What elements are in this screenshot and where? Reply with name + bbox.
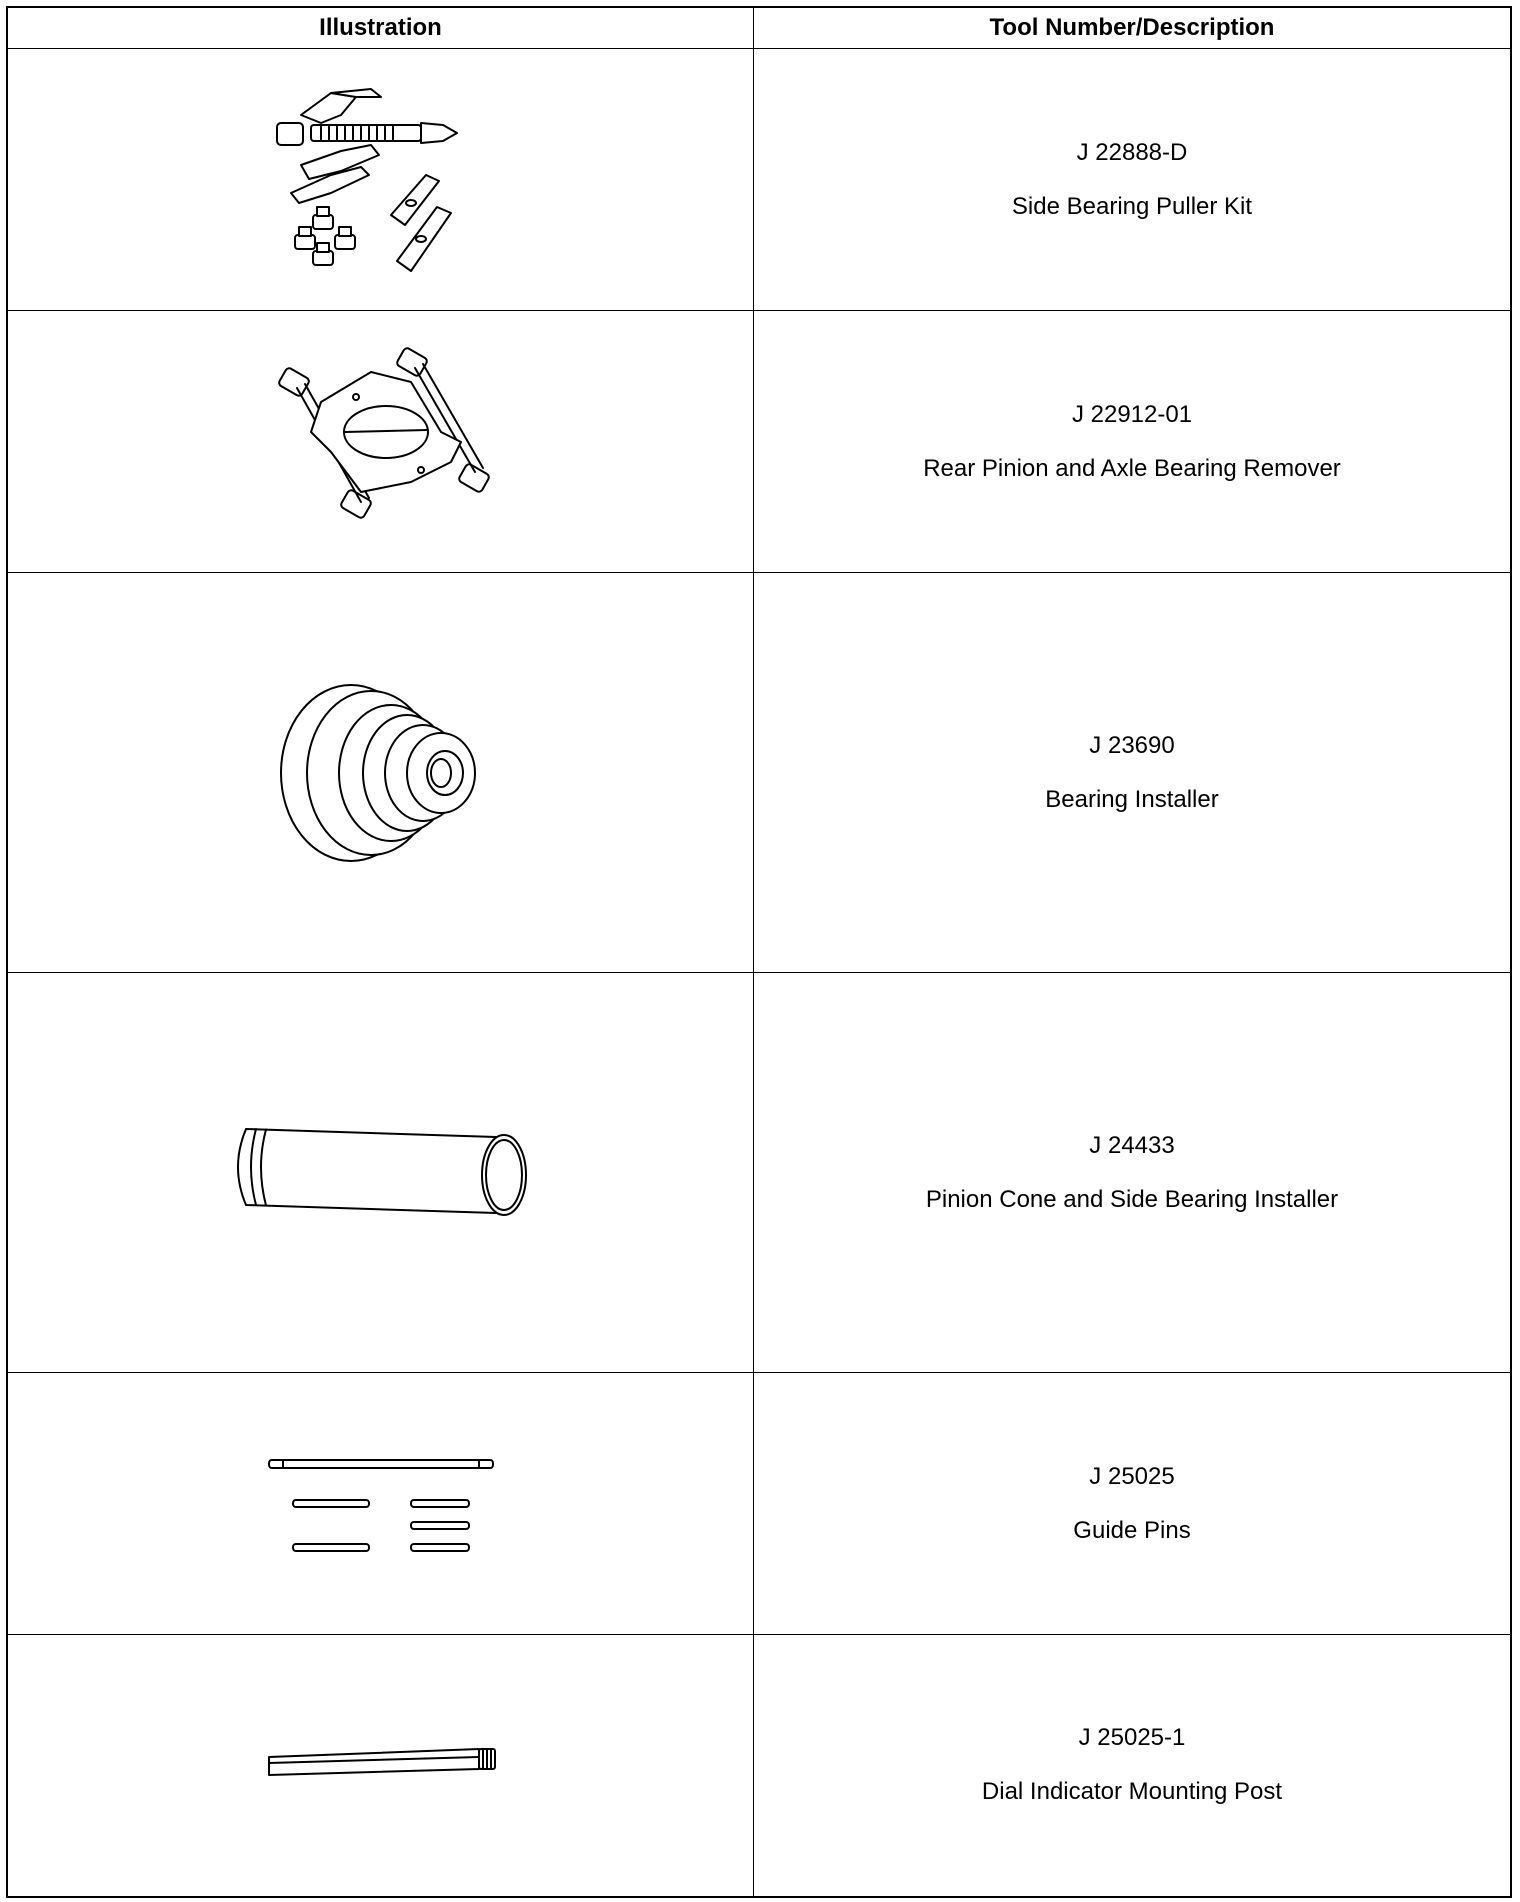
illustration-cell <box>7 1373 754 1635</box>
illustration-cell <box>7 1635 754 1897</box>
table-row <box>7 49 1511 311</box>
description-cell <box>754 49 1512 311</box>
header-row <box>7 7 1511 49</box>
description-cell <box>754 973 1512 1373</box>
tool-description: Pinion Cone and Side Bearing Installer <box>925 1185 1339 1213</box>
illustration-cell <box>7 49 754 311</box>
table-row <box>7 1635 1511 1897</box>
tool-number: J 24433 <box>1089 1131 1175 1159</box>
bearing-installer-icon <box>271 673 491 873</box>
tool-description: Bearing Installer <box>1045 785 1219 813</box>
cone-installer-icon <box>226 1113 536 1233</box>
tool-description: Dial Indicator Mounting Post <box>981 1778 1283 1806</box>
illustration-cell <box>7 573 754 973</box>
description-cell <box>754 573 1512 973</box>
mounting-post-icon <box>261 1735 501 1795</box>
illustration-cell <box>7 973 754 1373</box>
tool-description: Guide Pins <box>1073 1516 1191 1544</box>
tool-number: J 22912-01 <box>1071 400 1193 428</box>
illustration-header: Illustration <box>7 7 754 49</box>
tools-table <box>6 6 1512 1898</box>
table-row <box>7 311 1511 573</box>
tool-description: Side Bearing Puller Kit <box>1011 192 1253 220</box>
tool-header: Tool Number/Description <box>754 7 1512 49</box>
bearing-remover-icon <box>261 342 501 542</box>
description-cell <box>754 311 1512 573</box>
illustration-cell <box>7 311 754 573</box>
tool-number: J 23690 <box>1089 731 1175 759</box>
tool-number: J 25025 <box>1089 1462 1175 1490</box>
table-row <box>7 973 1511 1373</box>
guide-pins-icon <box>261 1444 501 1564</box>
bearing-puller-kit-icon <box>261 75 501 285</box>
description-cell <box>754 1373 1512 1635</box>
tool-description: Rear Pinion and Axle Bearing Remover <box>923 454 1341 482</box>
tool-number: J 22888-D <box>1076 138 1188 166</box>
table-row <box>7 573 1511 973</box>
table-row <box>7 1373 1511 1635</box>
description-cell <box>754 1635 1512 1897</box>
tool-number: J 25025-1 <box>1078 1724 1186 1752</box>
